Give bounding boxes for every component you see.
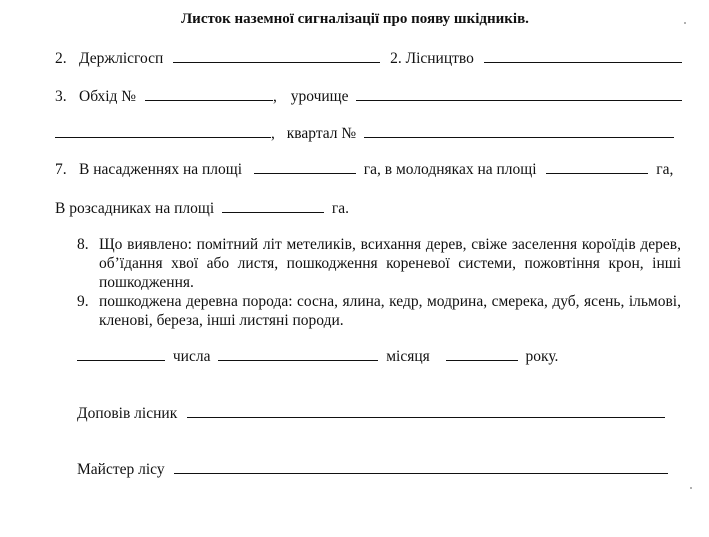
hectare-unit: га. xyxy=(331,200,350,217)
state-forestry-label: Держлісгосп xyxy=(79,50,164,67)
row3-leading-field[interactable] xyxy=(55,125,271,138)
nurseries-area-label: В розсадниках на площі xyxy=(55,200,215,217)
forestry-label: Лісництво xyxy=(405,50,474,67)
quarter-number-field[interactable] xyxy=(364,125,674,138)
form-title: Листок наземної сигналізації про появу шкідників. xyxy=(181,11,529,27)
plantings-area-field[interactable] xyxy=(254,161,356,174)
row-date xyxy=(77,348,558,365)
item-number: 2. xyxy=(55,50,67,67)
item-number: 9. xyxy=(77,293,89,310)
round-number-field[interactable] xyxy=(145,88,273,101)
round-label: Обхід № xyxy=(79,88,137,105)
row-nurseries-area xyxy=(55,200,349,217)
row-plantings-area xyxy=(55,161,673,178)
separator: , xyxy=(271,125,275,142)
item-number: 3. xyxy=(55,88,67,105)
month-field[interactable] xyxy=(218,348,378,361)
forest-master-label: Майстер лісу xyxy=(77,461,165,478)
month-label: місяця xyxy=(386,348,430,365)
year-field[interactable] xyxy=(446,348,518,361)
state-forestry-field[interactable] xyxy=(173,50,380,63)
young-stands-area-field[interactable] xyxy=(546,161,648,174)
reported-by-label: Доповів лісник xyxy=(77,405,178,422)
item-number: 7. xyxy=(55,161,67,178)
young-stands-label: га, в молодняках на площі xyxy=(363,161,537,178)
item-number: 8. xyxy=(77,236,89,253)
tree-species-text: пошкоджена деревна порода: сосна, ялина, кедр, модрина, смерека, дуб, ясень, ільмові, кленові, береза, інші листяні породи. xyxy=(99,293,681,329)
quarter-label: квартал № xyxy=(286,125,357,142)
tract-field[interactable] xyxy=(356,88,682,101)
row-state-forestry xyxy=(55,50,682,67)
findings-text: Що виявлено: помітний літ метеликів, всихання дерев, свіже заселення короїдів дерев, об’їдання хвої або листя, пошкодження кореневої системи, пожовтіння крон, інші пошкодження. xyxy=(99,236,681,291)
forestry-field[interactable] xyxy=(484,50,682,63)
item-number: 2. xyxy=(390,50,402,67)
day-label: числа xyxy=(172,348,211,365)
hectare-unit: га, xyxy=(656,161,674,178)
item-tree-species xyxy=(77,292,681,330)
forester-signature-field[interactable] xyxy=(187,405,665,418)
plantings-area-label: В насадженнях на площі xyxy=(79,161,243,178)
scan-speck xyxy=(684,22,686,24)
row-reported-by xyxy=(77,405,665,422)
item-findings xyxy=(77,235,681,292)
scan-speck xyxy=(690,487,692,489)
row-forest-master xyxy=(77,461,668,478)
year-label: року. xyxy=(525,348,559,365)
nurseries-area-field[interactable] xyxy=(222,200,324,213)
row-round xyxy=(55,88,682,105)
tract-label: урочище xyxy=(290,88,349,105)
separator: , xyxy=(272,88,277,105)
forest-master-signature-field[interactable] xyxy=(174,461,668,474)
day-field[interactable] xyxy=(77,348,165,361)
row-quarter xyxy=(55,125,674,142)
